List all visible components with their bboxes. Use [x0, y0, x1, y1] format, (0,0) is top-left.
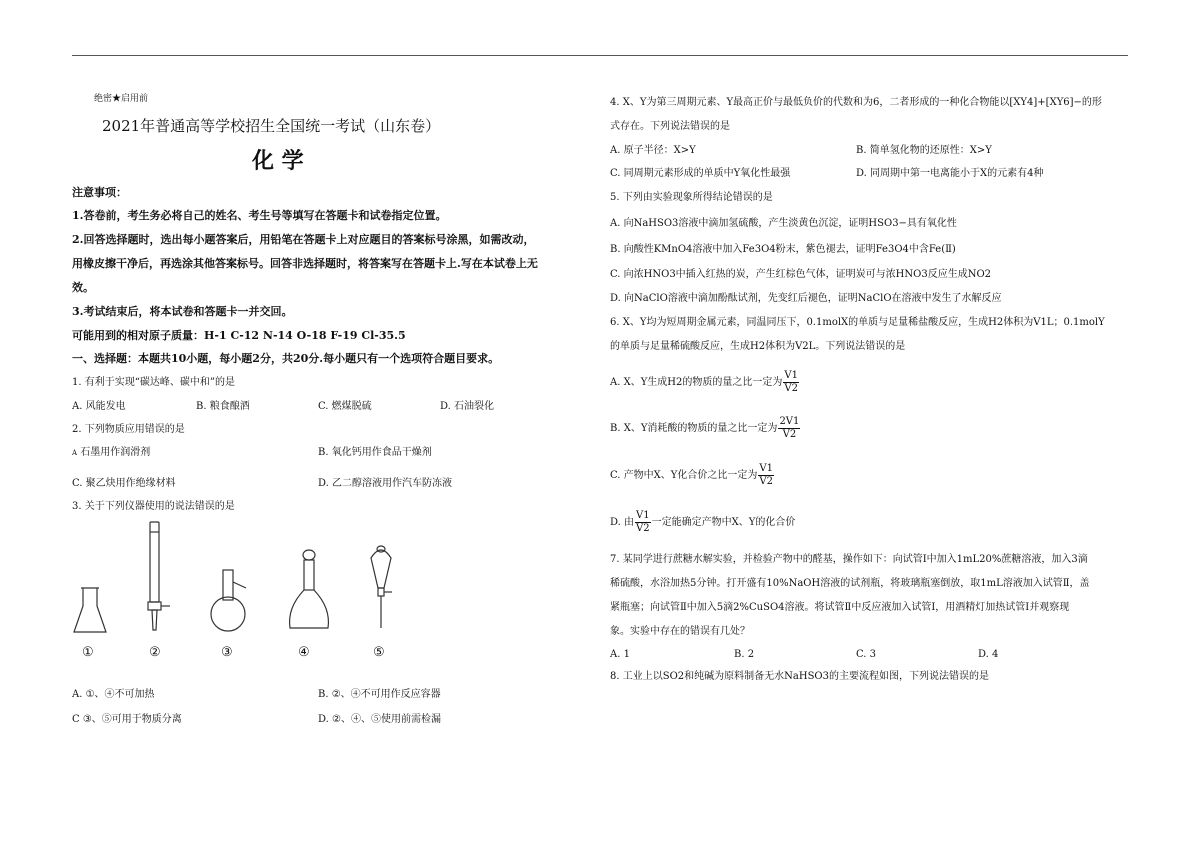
note-2a: 2.回答选择题时，选出每小题答案后，用铅笔在答题卡上对应题目的答案标号涂黑，如需改动， [72, 233, 535, 246]
q7-option-d: D. 4 [978, 649, 999, 660]
q3-stem: 3. 关于下列仪器使用的说法错误的是 [72, 501, 235, 512]
fraction: $\frac{V1}{V2}$ [759, 463, 773, 487]
q4-option-a: A. 原子半径：X>Y [610, 145, 696, 156]
note-2c: 效。 [72, 281, 94, 294]
fraction: $\frac{V1}{V2}$ [784, 370, 798, 394]
notes-heading: 注意事项： [72, 186, 127, 199]
q3-label-4: ④ [298, 645, 310, 660]
q1-option-c: C. 燃煤脱硫 [318, 401, 372, 412]
q2-option-c: C. 聚乙炔用作绝缘材料 [72, 478, 176, 489]
q2-option-d: D. 乙二醇溶液用作汽车防冻液 [318, 478, 453, 489]
q4-option-c: C. 同周期元素形成的单质中Y氧化性最强 [610, 168, 791, 179]
q3-option-d: D. ②、④、⑤使用前需检漏 [318, 714, 441, 725]
distillation-flask-icon [211, 570, 246, 631]
atomic-masses: 可能用到的相对原子质量：H-1 C-12 N-14 O-18 F-19 Cl-35.5 [72, 329, 406, 342]
q3-label-5: ⑤ [373, 645, 385, 660]
q2-stem: 2. 下列物质应用错误的是 [72, 424, 185, 435]
q7-line-4: 象。实验中存在的错误有几处？ [610, 626, 750, 637]
fraction: $\frac{V1}{V2}$ [636, 510, 650, 534]
q7-option-a: A. 1 [610, 649, 630, 660]
note-1: 1.答卷前，考生务必将自己的姓名、考生号等填写在答题卡和试卷指定位置。 [72, 209, 447, 222]
q7-line-3: 紧瓶塞；向试管Ⅱ中加入5滴2%CuSO4溶液。将试管Ⅱ中反应液加入试管Ⅰ，用酒精灯加热试管Ⅰ并观察现 [610, 602, 1070, 613]
q3-option-a: A. ①、④不可加热 [72, 689, 155, 700]
q5-option-c: C. 向浓HNO3中插入红热的炭，产生红棕色气体，证明炭可与浓HNO3反应生成NO2 [610, 269, 992, 280]
q1-option-b: B. 粮食酿酒 [196, 401, 250, 412]
note-3: 3.考试结束后，将本试卷和答题卡一并交回。 [72, 305, 293, 318]
q7-line-2: 稀硫酸，水浴加热5分钟。打开盛有10%NaOH溶液的试剂瓶，将玻璃瓶塞倒放，取1mL溶液加入试管Ⅱ，盖 [610, 578, 1090, 589]
q5-option-b: B. 向酸性KMnO4溶液中加入Fe3O4粉末，紫色褪去，证明Fe3O4中含Fe(Ⅱ) [610, 244, 956, 255]
q7-option-b: B. 2 [734, 649, 755, 660]
q4-stem-1: 4. X、Y为第三周期元素、Y最高正价与最低负价的代数和为6，二者形成的一种化合物能以[XY4]+[XY6]−的形 [610, 97, 1102, 108]
note-2b: 用橡皮擦干净后，再选涂其他答案标号。回答非选择题时，将答案写在答题卡上.写在本试卷上无 [72, 257, 538, 270]
q2-option-b: B. 氧化钙用作食品干燥剂 [318, 447, 432, 458]
exam-title: 2021年普通高等学校招生全国统一考试（山东卷） [102, 117, 441, 135]
separatory-funnel-icon [371, 546, 392, 628]
subject-title: 化 学 [252, 148, 304, 174]
q6-stem-2: 的单质与足量稀硫酸反应，生成H2体积为V2L。下列说法错误的是 [610, 341, 906, 352]
conical-flask-icon [74, 588, 106, 632]
confidential-mark: 绝密★启用前 [94, 94, 149, 104]
q5-option-d: D. 向NaClO溶液中滴加酚酞试剂，先变红后褪色，证明NaClO在溶液中发生了水解反应 [610, 293, 1002, 304]
q1-option-a: A. 风能发电 [72, 401, 126, 412]
q3-option-c: C ③、⑤可用于物质分离 [72, 714, 182, 725]
q6-option-b: B. X、Y消耗酸的物质的量之比一定为 $\frac{2V1}{V2}$ [610, 416, 800, 440]
q6-option-c: C. 产物中X、Y化合价之比一定为 $\frac{V1}{V2}$ [610, 463, 773, 487]
q6-stem-1: 6. X、Y均为短周期金属元素，同温同压下，0.1molX的单质与足量稀盐酸反应，生成H2体积为V1L；0.1molY [610, 317, 1105, 328]
q4-stem-2: 式存在。下列说法错误的是 [610, 121, 730, 132]
q2-option-a: $^A$ 石墨用作润滑剂 [72, 447, 151, 458]
page-top-rule [72, 55, 1128, 56]
fraction: $\frac{2V1}{V2}$ [779, 416, 800, 440]
burette-icon [148, 522, 170, 630]
q5-stem: 5. 下列由实验现象所得结论错误的是 [610, 192, 773, 203]
q4-option-b: B. 简单氢化物的还原性：X>Y [856, 145, 992, 156]
q1-stem: 1. 有利于实现“碳达峰、碳中和”的是 [72, 377, 235, 388]
q7-option-c: C. 3 [856, 649, 877, 660]
q3-apparatus-figure [72, 518, 402, 638]
q3-label-1: ① [82, 645, 94, 660]
volumetric-flask-icon [290, 550, 329, 628]
q1-option-d: D. 石油裂化 [440, 401, 495, 412]
q3-label-3: ③ [221, 645, 233, 660]
q3-option-b: B. ②、④不可用作反应容器 [318, 689, 441, 700]
q8-stem: 8. 工业上以SO2和纯碱为原料制备无水NaHSO3的主要流程如图，下列说法错误的是 [610, 671, 989, 682]
q7-line-1: 7. 某同学进行蔗糖水解实验，并检验产物中的醛基，操作如下：向试管Ⅰ中加入1mL20%蔗糖溶液，加入3滴 [610, 554, 1088, 565]
q6-option-d: D. 由 $\frac{V1}{V2}$ 一定能确定产物中X、Y的化合价 [610, 510, 796, 534]
section-1-heading: 一、选择题：本题共10小题，每小题2分，共20分.每小题只有一个选项符合题目要求。 [72, 352, 500, 365]
q3-label-2: ② [149, 645, 161, 660]
q6-option-a: A. X、Y生成H2的物质的量之比一定为 $\frac{V1}{V2}$ [610, 370, 798, 394]
q4-option-d: D. 同周期中第一电离能小于X的元素有4种 [856, 168, 1044, 179]
q5-option-a: A. 向NaHSO3溶液中滴加氢硫酸，产生淡黄色沉淀，证明HSO3−具有氧化性 [610, 218, 957, 229]
